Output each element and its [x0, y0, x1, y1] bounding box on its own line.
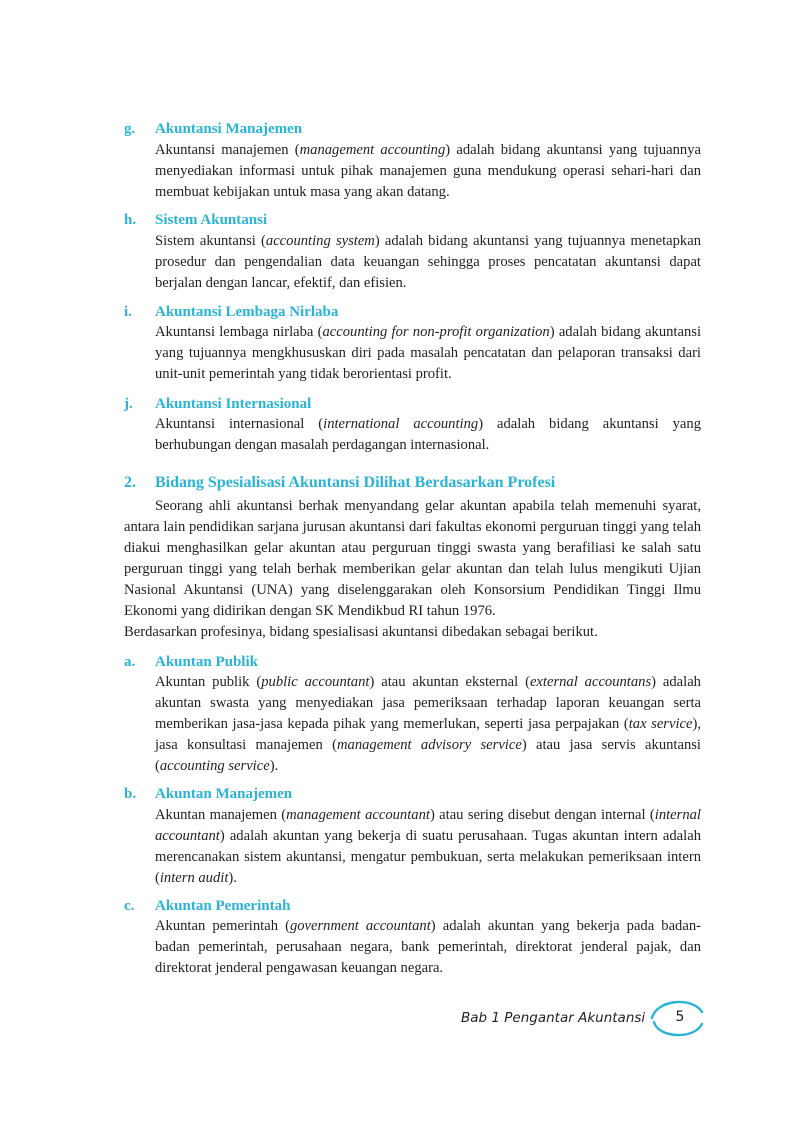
english-term: accounting service — [159, 758, 270, 774]
subsection-title: Akuntan Pemerintah — [155, 898, 291, 914]
english-term: international accounting — [323, 416, 479, 432]
section-title: Akuntansi Manajemen — [155, 121, 303, 137]
main-section-intro: Seorang ahli akuntansi berhak menyandang gelar akuntan apabila telah memenuhi syarat, antara lain pendidikan sarjana jurusan akuntansi dari fakultas ekonomi perguruan tinggi yang telah diakui menghasilkan gelar akuntan atau perguruan tinggi swasta yang berafiliasi ke salah satu perguruan tinggi yang telah berhak memberikan gelar akuntan dan telah lulus mengikuti Ujian Nasional Akuntansi (UNA) yang diselenggarakan oleh Konsorsium Pendidikan Tinggi Ilmu Ekonomi yang didirikan dengan SK Mendikbud RI tahun 1976. — [124, 498, 701, 619]
english-term: accounting for non-profit organization — [322, 324, 550, 340]
english-term: accounting system — [265, 233, 375, 249]
section-title: Akuntansi Lembaga Nirlaba — [155, 304, 339, 320]
section-label: i. — [124, 304, 132, 320]
subsection-label: c. — [124, 898, 135, 914]
section-label: j. — [124, 396, 133, 412]
section-label: g. — [124, 121, 136, 137]
subsection-label: b. — [124, 786, 137, 802]
section-i-body: Akuntansi lembaga nirlaba (accounting for non-profit organization) adalah bidang akuntansi yang tujuannya mengkhususkan diri pada masalah pencatatan dan pelaporan transaksi dari unit-unit pemerintah yang tidak berorientasi profit. — [155, 324, 701, 382]
main-section-title: Bidang Spesialisasi Akuntansi Dilihat Berdasarkan Profesi — [155, 474, 556, 491]
section-h-body: Sistem akuntansi (accounting system) adalah bidang akuntansi yang tujuannya menetapkan prosedur dan pengendalian data keuangan sehingga proses pencatatan akuntansi dapat berjalan dengan lancar, efektif, dan efisien. — [155, 233, 701, 291]
main-section-lead: Berdasarkan profesinya, bidang spesialisasi akuntansi dibedakan sebagai berikut. — [124, 624, 598, 640]
english-term: tax service — [628, 716, 693, 732]
section-g-body: Akuntansi manajemen (management accounting) adalah bidang akuntansi yang tujuannya menyediakan informasi untuk pihak manajemen guna mendukung operasi sehari-hari dan membuat kebijakan untuk masa yang akan datang. — [155, 142, 701, 200]
subsection-title: Akuntan Publik — [155, 654, 258, 670]
section-title: Akuntansi Internasional — [155, 396, 312, 412]
section-title: Sistem Akuntansi — [155, 212, 268, 228]
subsection-a-body: Akuntan publik (public accountant) atau akuntan eksternal (external accountans) adalah akuntan swasta yang menyediakan jasa pemeriksaan terhadap laporan keuangan serta memberikan jasa-jasa kepada pihak yang memerlukan, seperti jasa perpajakan (tax service), jasa konsultasi manajemen (management advisory service) atau jasa servis akuntansi (accounting service). — [155, 674, 701, 774]
english-term: management accounting — [299, 142, 446, 158]
english-term: management advisory service — [337, 737, 522, 753]
subsection-c-body: Akuntan pemerintah (government accountant) adalah akuntan yang bekerja pada badan-badan pemerintah, perusahaan negara, bank pemerintah, direktorat jenderal pajak, dan direktorat jenderal pengawasan keuangan negara. — [155, 918, 701, 976]
subsection-b-body: Akuntan manajemen (management accountant) atau sering disebut dengan internal (internal accountant) adalah akuntan yang bekerja di suatu perusahaan. Tugas akuntan intern adalah merencanakan sistem akuntansi, mengatur pembukuan, serta melakukan pemeriksaan intern (intern audit). — [155, 807, 701, 886]
footer-chapter-title: Bab 1 Pengantar Akuntansi — [461, 1010, 646, 1026]
english-term: government accountant — [289, 918, 431, 934]
main-section-number: 2. — [124, 474, 136, 491]
english-term: external accountans — [529, 674, 652, 690]
page-number: 5 — [675, 1009, 685, 1025]
english-term: public accountant — [261, 674, 370, 690]
english-term: internal accountant — [155, 807, 701, 844]
english-term: management accountant — [286, 807, 430, 823]
section-label: h. — [124, 212, 137, 228]
subsection-label: a. — [124, 654, 136, 670]
english-term: intern audit — [159, 870, 229, 886]
subsection-title: Akuntan Manajemen — [155, 786, 293, 802]
section-j-body: Akuntansi internasional (international accounting) adalah bidang akuntansi yang berhubungan dengan masalah perdagangan internasional. — [155, 416, 701, 453]
